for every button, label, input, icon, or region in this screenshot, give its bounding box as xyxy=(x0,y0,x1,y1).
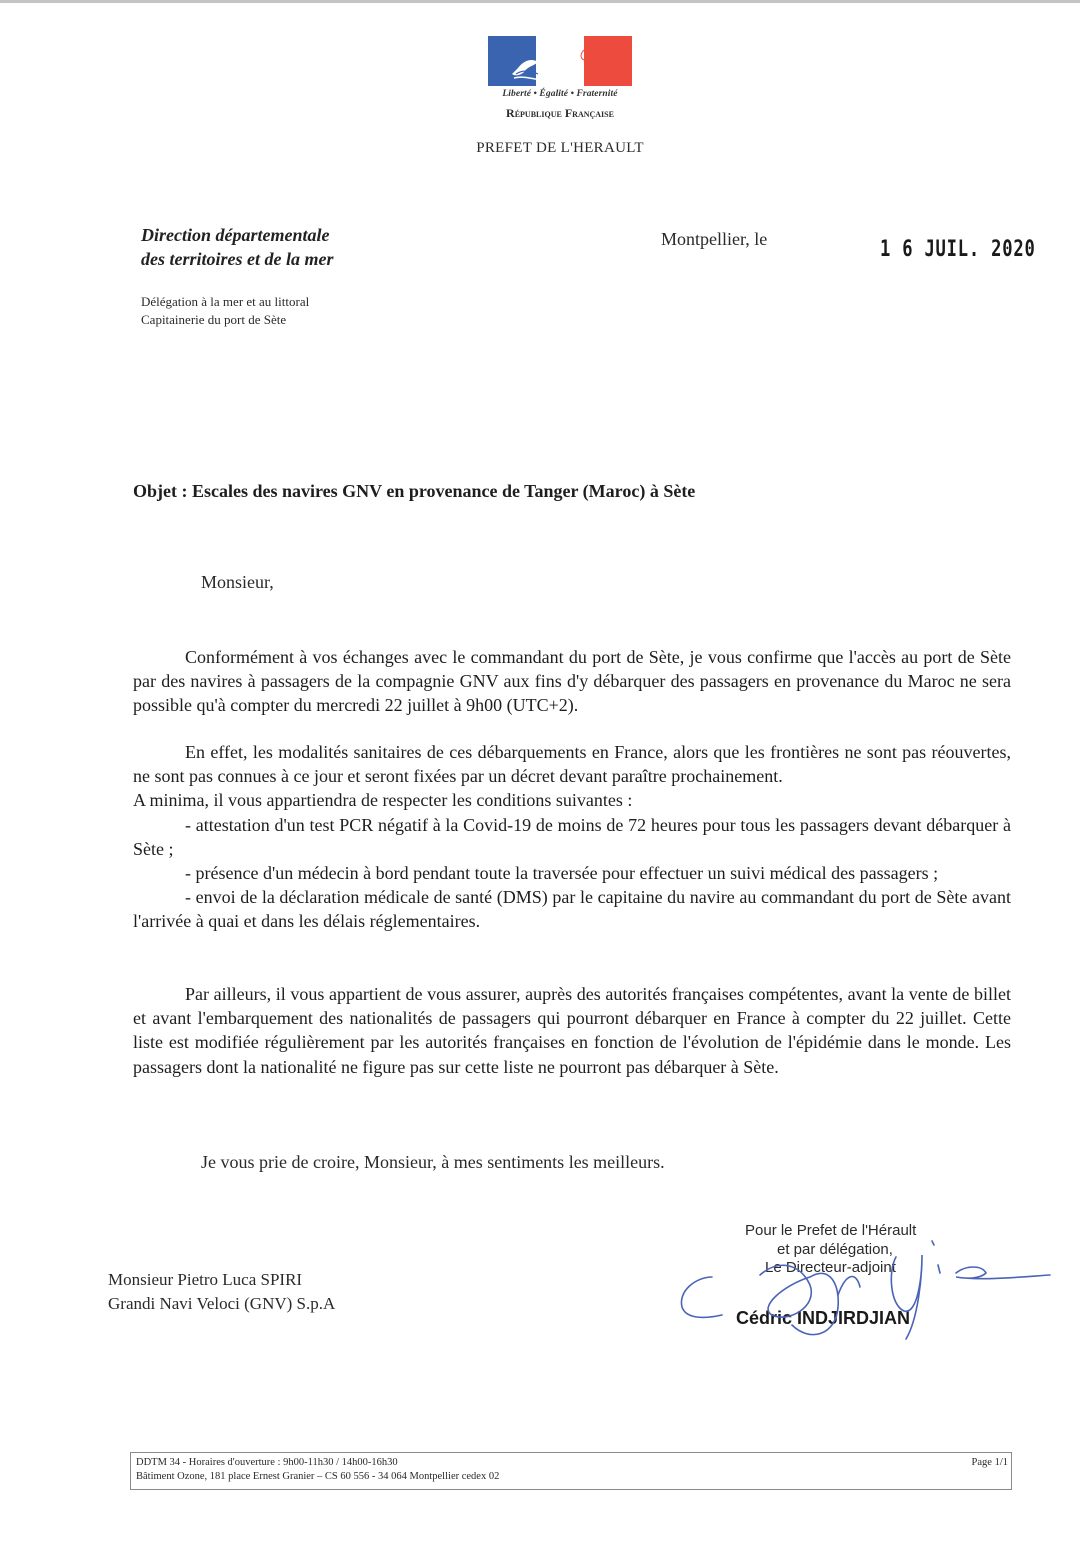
marianne-logo-icon xyxy=(488,36,632,86)
footer-box xyxy=(130,1452,1012,1490)
salutation: Monsieur, xyxy=(201,572,274,592)
scan-top-edge xyxy=(0,0,1080,3)
closing-formula: Je vous prie de croire, Monsieur, à mes sentiments les meilleurs. xyxy=(201,1152,665,1172)
condition-item: - envoi de la déclaration médicale de santé (DMS) par le capitaine du navire au commandant du port de Sète avant l'arrivée à quai et dans les délais réglementaires. xyxy=(133,887,1011,932)
body-paragraph-1 xyxy=(133,645,1011,718)
signature-line: Pour le Prefet de l'Hérault xyxy=(745,1222,917,1239)
recipient-company: Grandi Navi Veloci (GNV) S.p.A xyxy=(108,1294,336,1313)
footer-address: Bâtiment Ozone, 181 place Ernest Granier – CS 60 556 - 34 064 Montpellier cedex 02 xyxy=(136,1471,500,1482)
subject-line: Objet : Escales des navires GNV en provenance de Tanger (Maroc) à Sète xyxy=(133,481,696,501)
sender-service xyxy=(141,293,309,329)
paragraph-text: Par ailleurs, il vous appartient de vous assurer, auprès des autorités françaises compétentes, avant la vente de billet et avant l'embarquement des nationalités de passagers qui pourront débarquer en France à compter du 22 juillet. Cette liste est modifiée régulièrement par les autorités françaises en fonction de l'évolution de l'épidémie dans le monde. Les passagers dont la nationalité ne figure pas sur cette liste ne pourront pas débarquer à Sète. xyxy=(133,984,1011,1077)
recipient-name: Monsieur Pietro Luca SPIRI xyxy=(108,1270,303,1289)
direction-line: des territoires et de la mer xyxy=(141,249,334,269)
republic-name: République Française xyxy=(506,106,614,120)
condition-item: - présence d'un médecin à bord pendant toute la traversée pour effectuer un suivi médical des passagers ; xyxy=(185,863,939,884)
sender-direction xyxy=(141,223,333,271)
footer-info xyxy=(136,1456,499,1484)
paragraph-text: Conformément à vos échanges avec le commandant du port de Sète, je vous confirme que l'accès au port de Sète par des navires à passagers de la compagnie GNV aux fins d'y débarquer des passagers en provenance du Maroc ne sera possible qu'à compter du mercredi 22 juillet à 9h00 (UTC+2). xyxy=(133,647,1011,716)
date-stamp: 1 6 JUIL. 2020 xyxy=(880,237,1036,262)
footer-hours: DDTM 34 - Horaires d'ouverture : 9h00-11h30 / 14h00-16h30 xyxy=(136,1457,398,1468)
page-number: Page 1/1 xyxy=(971,1457,1008,1468)
service-line: Capitainerie du port de Sète xyxy=(141,312,287,327)
body-paragraph-3 xyxy=(133,982,1011,1079)
paragraph-text: En effet, les modalités sanitaires de ces débarquements en France, alors que les frontières ne sont pas réouvertes, ne sont pas connues à ce jour et seront fixées par un décret devant paraître prochainement. xyxy=(133,742,1011,787)
body-paragraph-2 xyxy=(133,740,1011,934)
direction-line: Direction départementale xyxy=(141,225,330,245)
condition-item: - attestation d'un test PCR négatif à la Covid-19 de moins de 72 heures pour tous les passagers devant débarquer à Sète ; xyxy=(133,814,1011,859)
paragraph-text: A minima, il vous appartiendra de respecter les conditions suivantes : xyxy=(133,790,633,811)
issuer-title: PREFET DE L'HERAULT xyxy=(476,140,644,156)
service-line: Délégation à la mer et au littoral xyxy=(141,294,310,309)
signer-name: Cédric INDJIRDJIAN xyxy=(736,1308,911,1328)
signature-line: et par délégation, xyxy=(777,1241,893,1258)
motto: Liberté • Égalité • Fraternité xyxy=(502,89,618,99)
place-label: Montpellier, le xyxy=(661,229,768,249)
recipient-block xyxy=(108,1268,335,1316)
signature-line: Le Directeur-adjoint xyxy=(765,1259,896,1276)
